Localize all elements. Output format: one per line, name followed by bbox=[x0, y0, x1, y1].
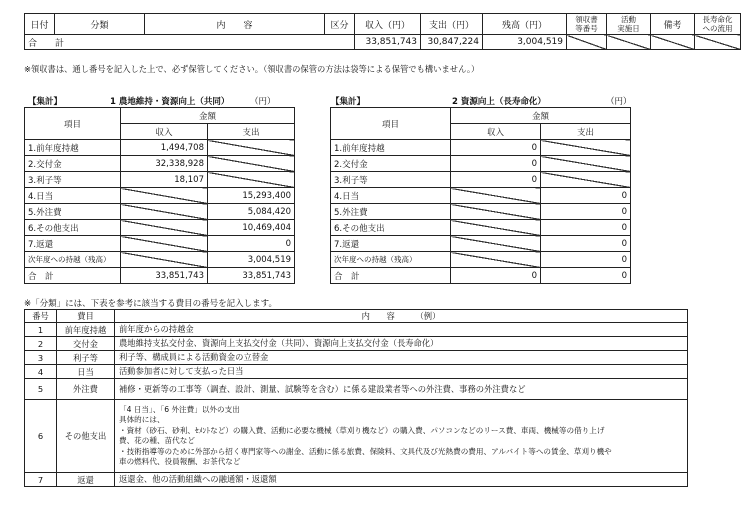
summary-row-label: 5.外注費 bbox=[25, 204, 121, 220]
category-content-line: 具体的には、 bbox=[119, 415, 165, 424]
category-table bbox=[24, 309, 688, 487]
ledger-total-income: 33,851,743 bbox=[355, 35, 421, 50]
summary-row-income: 0 bbox=[451, 140, 541, 156]
category-content bbox=[115, 473, 688, 487]
summary-row-income: 0 bbox=[451, 156, 541, 172]
summary-row-label: 6.その他支出 bbox=[331, 220, 451, 236]
summary-row-income bbox=[121, 220, 208, 236]
category-content bbox=[115, 379, 688, 400]
category-content bbox=[115, 323, 688, 337]
summary-row-expense bbox=[541, 140, 631, 156]
category-content-line: 農地維持支払交付金、資源向上支払交付金（共同）、資源向上支払交付金（長寿命化） bbox=[119, 338, 439, 349]
summary-row-expense bbox=[541, 156, 631, 172]
summary-row-label: 1.前年度持越 bbox=[331, 140, 451, 156]
category-content-line: 補修・更新等の工事等（調査、設計、測量、試験等を含む）に係る建設業者等への外注費、事務の外注費など bbox=[119, 383, 526, 394]
summary-row-expense bbox=[208, 172, 295, 188]
category-item: 利子等 bbox=[57, 351, 115, 365]
summary1-rows bbox=[25, 140, 295, 284]
summary-row bbox=[25, 252, 295, 268]
summary-row-expense bbox=[208, 140, 295, 156]
summary2-head-income: 収入 bbox=[451, 124, 541, 140]
ledger-total-balance: 3,004,519 bbox=[483, 35, 567, 50]
category-no: 1 bbox=[25, 323, 57, 337]
category-item: 交付金 bbox=[57, 337, 115, 351]
summary-row bbox=[25, 220, 295, 236]
category-content-line: 車の燃料代、役員報酬、お茶代など bbox=[119, 457, 241, 466]
category-no: 2 bbox=[25, 337, 57, 351]
summary-row-label: 2.交付金 bbox=[25, 156, 121, 172]
col-income: 収入（円） bbox=[355, 14, 421, 35]
summary-row bbox=[331, 236, 631, 252]
category-row bbox=[25, 323, 688, 337]
summary1-table bbox=[24, 107, 295, 284]
summary-row-label: 7.返還 bbox=[25, 236, 121, 252]
ledger-total-empty bbox=[607, 35, 651, 50]
summary-row-expense: 10,469,404 bbox=[208, 220, 295, 236]
summary1-unit: （円） bbox=[250, 97, 276, 107]
summary-row-label: 3.利子等 bbox=[331, 172, 451, 188]
summary-row bbox=[25, 236, 295, 252]
col-division: 区分 bbox=[325, 14, 355, 35]
summary1-tag: 【集計】 bbox=[28, 97, 63, 107]
category-no: 6 bbox=[25, 400, 57, 473]
category-content bbox=[115, 337, 688, 351]
summary-row-income: 33,851,743 bbox=[121, 268, 208, 284]
summary2-head-amount: 金額 bbox=[451, 108, 631, 124]
summary-row-label: 2.交付金 bbox=[331, 156, 451, 172]
summary-row bbox=[331, 172, 631, 188]
summary-row-label: 4.日当 bbox=[25, 188, 121, 204]
summary1-head-amount: 金額 bbox=[121, 108, 295, 124]
category-content-line: 利子等、構成員による活動資金の立替金 bbox=[119, 352, 269, 363]
category-row bbox=[25, 337, 688, 351]
summary-row-label: 合 計 bbox=[331, 268, 451, 284]
ledger-total-expense: 30,847,224 bbox=[421, 35, 483, 50]
category-content-line: ・技術指導等のために外部から招く専門家等への謝金、活動に係る旅費、保険料、文具代及び光熱費の費用、アルバイト等への賃金、草刈り機や bbox=[119, 446, 612, 456]
summary1-head-expense: 支出 bbox=[208, 124, 295, 140]
summary-row-income bbox=[121, 236, 208, 252]
summary-row-income bbox=[451, 188, 541, 204]
summary-row-expense: 15,293,400 bbox=[208, 188, 295, 204]
summary-row-label: 次年度への持越（残高） bbox=[25, 252, 121, 268]
ledger-table bbox=[24, 13, 741, 50]
summary-row-expense: 33,851,743 bbox=[208, 268, 295, 284]
summary1-title: 1 農地維持・資源向上（共同） bbox=[110, 97, 230, 107]
summary2-tag: 【集計】 bbox=[331, 97, 366, 107]
summary-row bbox=[25, 204, 295, 220]
summary-row-income bbox=[451, 236, 541, 252]
summary-row-income bbox=[121, 188, 208, 204]
category-content-line: 前年度からの持越金 bbox=[119, 324, 194, 335]
summary-row-expense: 0 bbox=[541, 252, 631, 268]
summary-row-label: 3.利子等 bbox=[25, 172, 121, 188]
summary-row-income bbox=[121, 252, 208, 268]
category-item: 日当 bbox=[57, 365, 115, 379]
summary-row-label: 1.前年度持越 bbox=[25, 140, 121, 156]
col-content: 内 容 bbox=[145, 14, 325, 35]
summary-row-label: 6.その他支出 bbox=[25, 220, 121, 236]
summary-row-income: 0 bbox=[451, 172, 541, 188]
summary-row-expense bbox=[541, 172, 631, 188]
col-expense: 支出（円） bbox=[421, 14, 483, 35]
summary-row bbox=[25, 156, 295, 172]
col-date: 日付 bbox=[25, 14, 55, 35]
category-item: 外注費 bbox=[57, 379, 115, 400]
category-row bbox=[25, 379, 688, 400]
ledger-total-empty bbox=[651, 35, 695, 50]
summary-row bbox=[331, 252, 631, 268]
summary-row-expense: 5,084,420 bbox=[208, 204, 295, 220]
category-item: 前年度持越 bbox=[57, 323, 115, 337]
category-content bbox=[115, 400, 688, 473]
col-receipt-no: 領収書 等番号 bbox=[567, 14, 607, 35]
summary-row-expense: 3,004,519 bbox=[208, 252, 295, 268]
col-balance: 残高（円） bbox=[483, 14, 567, 35]
summary-row-expense: 0 bbox=[541, 268, 631, 284]
ledger-total-empty bbox=[567, 35, 607, 50]
summary1-head-item: 項目 bbox=[25, 108, 121, 140]
category-content-line: 費、花の種、苗代など bbox=[119, 436, 195, 445]
category-content-line: 返還金、他の活動組織への融通額・返還額 bbox=[119, 474, 277, 485]
summary-row-income bbox=[451, 252, 541, 268]
category-note: ※「分類」には、下表を参考に該当する費目の番号を記入します。 bbox=[24, 299, 277, 309]
summary2-unit: （円） bbox=[606, 97, 632, 107]
summary2-head-expense: 支出 bbox=[541, 124, 631, 140]
summary1-head-income: 収入 bbox=[121, 124, 208, 140]
summary-row-income bbox=[121, 204, 208, 220]
summary-row bbox=[331, 140, 631, 156]
summary2-table bbox=[330, 107, 631, 284]
category-row bbox=[25, 365, 688, 379]
category-head-item: 費目 bbox=[57, 310, 115, 323]
col-remarks: 備考 bbox=[651, 14, 695, 35]
summary-row-expense: 0 bbox=[541, 204, 631, 220]
category-content bbox=[115, 365, 688, 379]
category-item: 返還 bbox=[57, 473, 115, 487]
category-content-line: 「4 日当」、「6 外注費」以外の支出 bbox=[119, 404, 240, 414]
category-item: その他支出 bbox=[57, 400, 115, 473]
category-content bbox=[115, 351, 688, 365]
category-content-line: 活動参加者に対して支払った日当 bbox=[119, 366, 244, 377]
summary-row bbox=[331, 268, 631, 284]
summary-row bbox=[331, 204, 631, 220]
summary-row bbox=[25, 188, 295, 204]
category-no: 4 bbox=[25, 365, 57, 379]
col-longevity: 長寿命化 への流用 bbox=[695, 14, 741, 35]
summary-row-income bbox=[451, 220, 541, 236]
summary2-rows bbox=[331, 140, 631, 284]
category-row bbox=[25, 351, 688, 365]
summary-row-income: 0 bbox=[451, 268, 541, 284]
category-head-content: 内 容 （例） bbox=[115, 310, 688, 323]
summary-row-label: 7.返還 bbox=[331, 236, 451, 252]
summary-row-expense: 0 bbox=[208, 236, 295, 252]
category-head-no: 番号 bbox=[25, 310, 57, 323]
category-row bbox=[25, 400, 688, 473]
category-content-line: ・資材（砂石、砂利、ｾﾒﾝﾄなど）の購入費、活動に必要な機械（草刈り機など）の購入費、パソコンなどのリース費、車両、機械等の借り上げ bbox=[119, 425, 605, 435]
summary-row-income: 18,107 bbox=[121, 172, 208, 188]
summary-row-income: 32,338,928 bbox=[121, 156, 208, 172]
summary-row-expense bbox=[208, 156, 295, 172]
ledger-total-empty bbox=[695, 35, 741, 50]
summary-row-income bbox=[451, 204, 541, 220]
category-row bbox=[25, 473, 688, 487]
category-no: 5 bbox=[25, 379, 57, 400]
summary-row bbox=[25, 268, 295, 284]
summary2-head-item: 項目 bbox=[331, 108, 451, 140]
receipt-note: ※領収書は、通し番号を記入した上で、必ず保管してください。（領収書の保管の方法は袋等による保管でも構いません。） bbox=[24, 64, 480, 74]
summary-row-income: 1,494,708 bbox=[121, 140, 208, 156]
summary-row-label: 4.日当 bbox=[331, 188, 451, 204]
col-activity-date: 活動 実施日 bbox=[607, 14, 651, 35]
summary-row-label: 5.外注費 bbox=[331, 204, 451, 220]
summary-row bbox=[25, 172, 295, 188]
summary-row bbox=[331, 188, 631, 204]
category-rows bbox=[25, 323, 688, 487]
summary2-title: 2 資源向上（長寿命化） bbox=[452, 97, 546, 107]
summary-row bbox=[331, 220, 631, 236]
category-no: 3 bbox=[25, 351, 57, 365]
category-no: 7 bbox=[25, 473, 57, 487]
summary-row-expense: 0 bbox=[541, 188, 631, 204]
summary-row bbox=[25, 140, 295, 156]
summary-row-label: 合 計 bbox=[25, 268, 121, 284]
summary-row-expense: 0 bbox=[541, 236, 631, 252]
summary-row bbox=[331, 156, 631, 172]
ledger-total-label: 合 計 bbox=[25, 35, 355, 50]
summary-row-label: 次年度への持越（残高） bbox=[331, 252, 451, 268]
col-category: 分類 bbox=[55, 14, 145, 35]
summary-row-expense: 0 bbox=[541, 220, 631, 236]
